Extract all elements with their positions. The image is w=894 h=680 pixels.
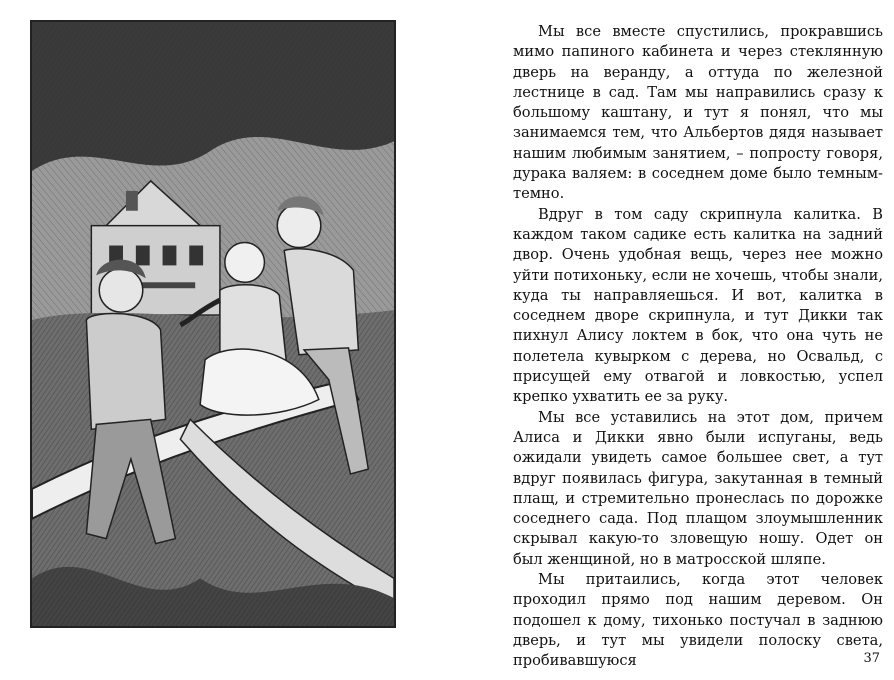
paragraph-2: Вдруг в том саду скрипнула калитка. В каждом таком садике есть калитка на задний двор. Очень удобная вещь, через нее можно уйти потихоньку, если не хочешь, чтобы знали, куда ты направляешься. И вот, калитка в соседнем дворе скрипнула, и тут Дикки так пихнул Алису локтем в бок, что она чуть не полетела кувырком с дерева, но Освальд, с присущей ему отвагой и ловкостью, успел крепко ухватить ее за руку.: [513, 205, 883, 406]
text-column: [513, 22, 883, 672]
paragraph-4: Мы притаились, когда этот человек проходил прямо под нашим деревом. Он подошел к дому, тихонько постучал в заднюю дверь, и тут мы увидели полоску света, пробивавшуюся: [513, 571, 883, 670]
paragraph-1: Мы все вместе спустились, прокравшись мимо папиного кабинета и через стеклянную дверь на веранду, а оттуда по железной лестнице в сад. Там мы направились сразу к большому каштану, и тут я понял, что мы занимаемся тем, что Альбертов дядя называет нашим любимым занятием, – попросту говоря, дурака валяем: в соседнем доме было темным-темно.: [513, 23, 883, 203]
paragraph-3: Мы все уставились на этот дом, причем Алиса и Дикки явно были испуганы, ведь ожидали увидеть самое большее свет, а тут вдруг появилась фигура, закутанная в темный плащ, и стремительно пронеслась по дорожке соседнего сада. Под плащом злоумышленник скрывал какую-то зловещую ношу. Одет он был женщиной, но в матросской шляпе.: [513, 408, 883, 568]
book-illustration: [30, 20, 396, 628]
page-number: 37: [863, 651, 880, 666]
children-in-tree-etching-icon: [32, 22, 394, 626]
